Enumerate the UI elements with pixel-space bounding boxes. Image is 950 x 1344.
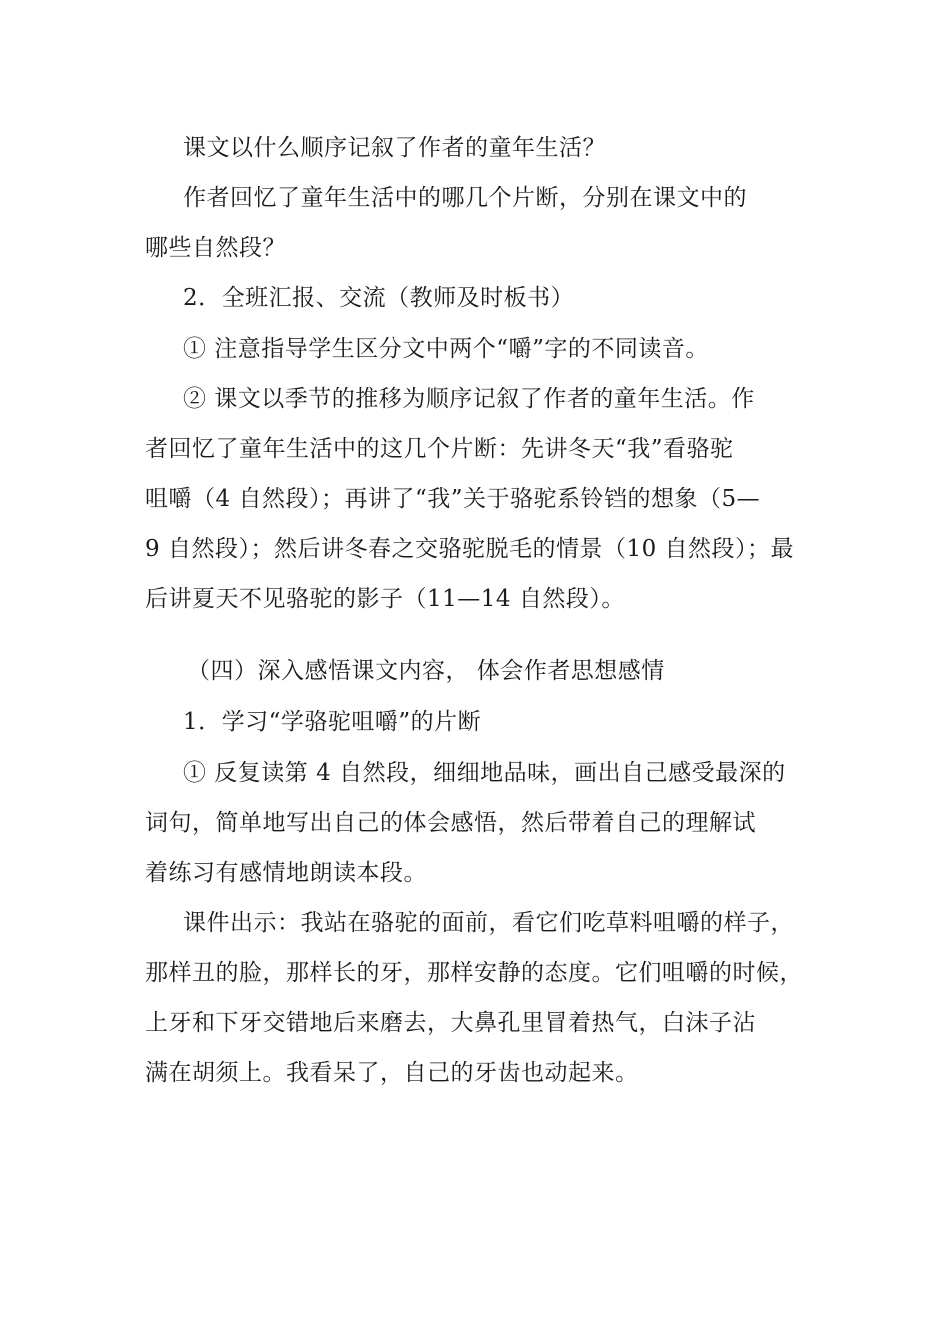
note-2-line-1: ② 课文以季节的推移为顺序记叙了作者的童年生活。作 <box>183 386 755 412</box>
section-4-heading: （四）深入感悟课文内容， 体会作者思想感情 <box>187 658 665 684</box>
excerpt-line-2: 那样丑的脸，那样长的牙，那样安静的态度。它们咀嚼的时候， <box>145 960 803 986</box>
step-2-heading: 2．全班汇报、交流（教师及时板书） <box>183 285 575 311</box>
task-line-1: ① 反复读第 4 自然段，细细地品味，画出自己感受最深的 <box>183 760 786 786</box>
note-2-line-3: 咀嚼（4 自然段）；再讲了“我”关于骆驼系铃铛的想象（5— <box>145 486 761 512</box>
question-line-1: 课文以什么顺序记叙了作者的童年生活？ <box>183 135 606 161</box>
question-line-3: 哪些自然段？ <box>145 235 286 261</box>
question-line-2: 作者回忆了童年生活中的哪几个片断，分别在课文中的 <box>183 185 747 211</box>
step-1-heading: 1．学习“学骆驼咀嚼”的片断 <box>183 709 482 735</box>
note-1: ① 注意指导学生区分文中两个“嚼”字的不同读音。 <box>183 336 709 362</box>
excerpt-line-1: 课件出示：我站在骆驼的面前，看它们吃草料咀嚼的样子， <box>183 910 794 936</box>
excerpt-line-3: 上牙和下牙交错地后来磨去，大鼻孔里冒着热气，白沫子沾 <box>145 1010 756 1036</box>
note-2-line-5: 后讲夏天不见骆驼的影子（11—14 自然段）。 <box>145 586 625 612</box>
task-line-3: 着练习有感情地朗读本段。 <box>145 860 427 886</box>
task-line-2: 词句，简单地写出自己的体会感悟，然后带着自己的理解试 <box>145 810 756 836</box>
excerpt-line-4: 满在胡须上。我看呆了，自己的牙齿也动起来。 <box>145 1060 639 1086</box>
note-2-line-2: 者回忆了童年生活中的这几个片断：先讲冬天“我”看骆驼 <box>145 436 734 462</box>
note-2-line-4: 9 自然段）；然后讲冬春之交骆驼脱毛的情景（10 自然段）；最 <box>145 536 795 562</box>
